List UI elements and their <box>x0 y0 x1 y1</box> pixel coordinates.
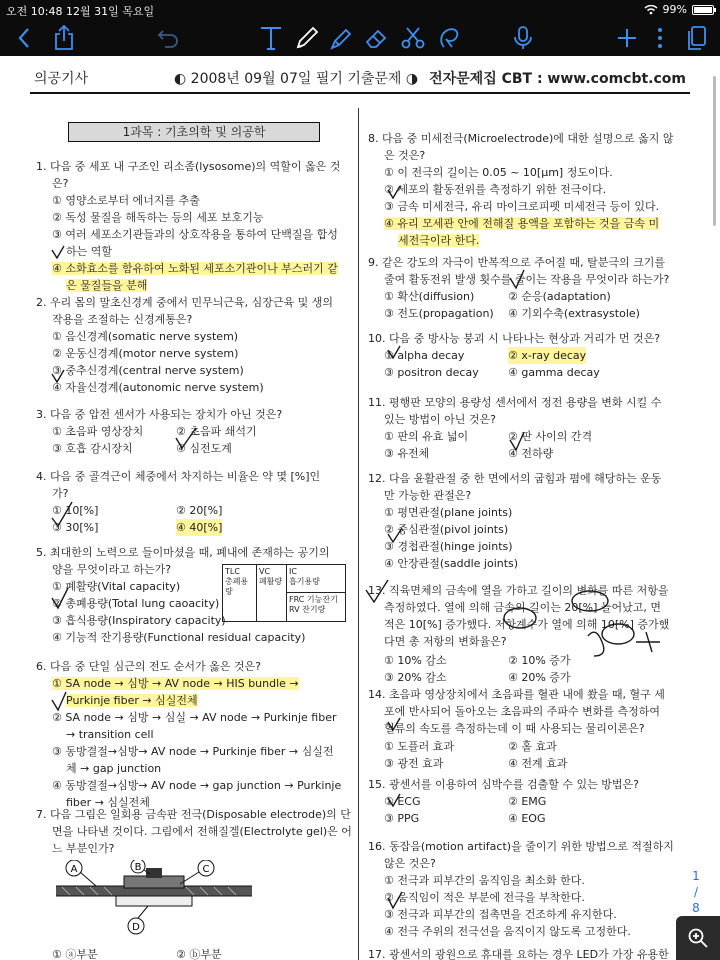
q4-option-4[interactable]: ④ 40[%] <box>176 521 223 534</box>
share-icon <box>53 25 75 51</box>
q7-stem-cont: 면을 나타낸 것이다. 그림에서 전해질겔(Electrolyte gel)은 어 <box>52 825 352 838</box>
question-14 <box>368 686 688 776</box>
question-12 <box>368 470 661 572</box>
status-time <box>6 3 154 19</box>
q13-option-2[interactable]: ② 10% 증가 <box>508 654 571 667</box>
eraser-button[interactable] <box>362 22 392 54</box>
q14-stem-cont-2: 혈류의 속도를 측정하는데 이 때 사용되는 물리이론은? <box>384 722 645 735</box>
q12-option-4[interactable]: ④ 안장관절(saddle joints) <box>384 557 519 570</box>
question-2 <box>36 294 333 396</box>
note-ic-kr: 흡기용량 <box>289 577 320 586</box>
question-16 <box>368 838 674 940</box>
pen-tool-button[interactable] <box>292 22 322 54</box>
q5-option-3[interactable]: ③ 흡식용량(Inspiratory capacity) <box>52 614 226 627</box>
status-right <box>644 3 714 16</box>
question-4 <box>36 468 354 548</box>
pages-button[interactable] <box>682 22 712 54</box>
back-button[interactable] <box>10 22 38 54</box>
q5-option-2[interactable]: ② 총폐용량(Total lung caoacity) <box>52 597 220 610</box>
question-10 <box>368 330 688 386</box>
q1-option-2[interactable]: ② 독성 물질을 해독하는 등의 세포 보호기능 <box>52 211 264 224</box>
q13-option-3[interactable]: ③ 20% 감소 <box>384 671 447 684</box>
q10-option-2[interactable]: ② x-ray decay <box>508 349 587 362</box>
q7-option-1[interactable]: ① ⓐ부분 <box>52 948 98 960</box>
note-frc: FRC <box>289 595 305 604</box>
q13-option-4[interactable]: ④ 20% 증가 <box>508 671 571 684</box>
text-tool-button[interactable] <box>256 22 286 54</box>
q6-option-1[interactable]: ① SA node → 심방 → AV node → HIS bundle → <box>52 677 299 690</box>
q14-stem: 14. 초음파 영상장치에서 초음파를 혈관 내에 쐈을 때, 혈구 세 <box>368 688 665 701</box>
scissors-icon <box>400 25 426 51</box>
q5-option-4[interactable]: ④ 기능적 잔기용량(Functional residual capacity) <box>52 631 306 644</box>
undo-icon <box>157 28 179 48</box>
page-total: 8 <box>692 901 700 915</box>
note-cell-vc <box>257 565 287 621</box>
share-button[interactable] <box>48 22 80 54</box>
question-15 <box>368 776 688 832</box>
question-1 <box>36 158 340 294</box>
q1-option-3-cont: 하는 역할 <box>66 245 113 258</box>
pen-tool-icon <box>294 25 320 51</box>
note-vc-kr: 폐활량 <box>259 577 283 586</box>
microphone-icon <box>513 25 533 51</box>
q8-option-4[interactable]: ④ 유리 모세관 안에 전해질 용액을 포함하는 것을 금속 미 <box>384 217 660 230</box>
q7-stem: 7. 다음 그림은 일회용 금속판 전극(Disposable electrode)의 단 <box>36 808 351 821</box>
q2-option-3[interactable]: ③ 중추신경계(central nerve system) <box>52 364 244 377</box>
question-8 <box>368 130 674 249</box>
status-date-text: 12월 31일 목요일 <box>65 5 155 18</box>
q2-option-1[interactable]: ① 음신경계(somatic nerve system) <box>52 330 239 343</box>
header-subject: 의공기사 <box>34 71 89 87</box>
document-header <box>34 68 686 90</box>
q11-option-3[interactable]: ③ 유전체 <box>384 447 430 460</box>
q14-stem-cont: 포에 반사되어 돌아오는 초음파의 주파수 변화를 측정하여 <box>384 705 661 718</box>
q8-stem-cont: 은 것은? <box>384 149 426 162</box>
q4-option-1[interactable]: ① 10[%] <box>52 504 99 517</box>
q2-option-4[interactable]: ④ 자율신경계(autonomic nerve system) <box>52 381 264 394</box>
q1-stem: 1. 다음 중 세포 내 구조인 리소좀(lysosome)의 역할이 옳은 것 <box>36 160 341 173</box>
q15-option-1[interactable]: ① ECG <box>384 795 421 808</box>
q12-stem: 12. 다음 윤활관절 중 한 면에서의 굽힘과 폄에 해당하는 운동 <box>368 472 662 485</box>
q15-option-2[interactable]: ② EMG <box>508 795 547 808</box>
q6-option-1-cont: Purkinje fiber → 심실전체 <box>66 694 198 707</box>
note-cell-frc <box>287 593 345 621</box>
q3-option-2[interactable]: ② 초음파 쇄석기 <box>176 425 257 438</box>
q5-option-1[interactable]: ① 폐활량(Vital capacity) <box>52 580 181 593</box>
q9-option-2[interactable]: ② 순응(adaptation) <box>508 290 611 303</box>
add-button[interactable] <box>612 22 642 54</box>
q4-option-3[interactable]: ③ 30[%] <box>52 521 99 534</box>
q7-option-2[interactable]: ② ⓑ부분 <box>176 948 222 960</box>
header-rule <box>30 92 690 94</box>
note-tlc: TLC <box>225 567 240 576</box>
q15-stem: 15. 광센서를 이용하여 심박수를 검출할 수 있는 방법은? <box>368 778 639 791</box>
q10-stem: 10. 다음 중 방사능 붕괴 시 나타나는 현상과 거리가 먼 것은? <box>368 332 661 345</box>
q10-option-3[interactable]: ③ positron decay <box>384 366 479 379</box>
q3-option-4[interactable]: ④ 심전도계 <box>176 442 232 455</box>
question-6 <box>36 658 341 811</box>
q8-option-4-cont: 세전극이라 한다. <box>398 234 480 247</box>
page-separator: / <box>693 885 699 899</box>
q14-option-3[interactable]: ③ 광전 효과 <box>384 757 444 770</box>
electrode-figure <box>56 860 256 940</box>
note-rv: RV <box>289 605 300 614</box>
wifi-icon <box>644 5 658 15</box>
q8-option-2[interactable]: ② 세포의 활동전위를 측정하기 위한 전극이다. <box>384 183 607 196</box>
question-13 <box>368 582 688 692</box>
q2-stem-cont: 작용을 조절하는 신경계통은? <box>52 313 193 326</box>
q10-option-1[interactable]: ① alpha decay <box>384 349 465 362</box>
header-exam-date: ◐ 2008년 09월 07일 필기 기출문제 ◑ <box>174 71 419 87</box>
note-ic: IC <box>289 567 297 576</box>
q2-stem: 2. 우리 몸의 말초신경계 중에서 민무늬근육, 심장근육 및 생의 <box>36 296 333 309</box>
pages-icon <box>686 25 708 51</box>
q8-stem: 8. 다음 중 미세전극(Microelectrode)에 대한 설명으로 옳지 않 <box>368 132 674 145</box>
microphone-button[interactable] <box>508 22 538 54</box>
note-frc-kr: 기능잔기 <box>306 595 338 604</box>
q7-stem-cont-2: 느 부분인가? <box>52 842 115 855</box>
q12-option-1[interactable]: ① 평면관절(plane joints) <box>384 506 513 519</box>
q16-option-2[interactable]: ② 움직임이 적은 부분에 전극을 부착한다. <box>384 891 585 904</box>
note-rv-kr: 잔기량 <box>302 605 326 614</box>
q13-stem-cont-2: 적은 10[%] 증가했다. 저항계수가 열에 의해 10[%] 증가했 <box>384 618 670 631</box>
question-3 <box>36 406 354 466</box>
add-icon <box>616 27 638 49</box>
question-9 <box>368 254 688 326</box>
q13-stem: 13. 직육면체의 금속에 열을 가하고 길이의 변화를 따른 저항을 <box>368 584 669 597</box>
eraser-icon <box>364 25 390 51</box>
q3-option-1[interactable]: ① 초음파 영상장치 <box>52 425 144 438</box>
q6-option-3[interactable]: ③ 동방결절→심방→ AV node → Purkinje fiber → 심실전 <box>52 745 334 758</box>
q13-stem-cont: 측정하였다. 열에 의해 금속의 길이는 20[%] 늘어났고, 면 <box>384 601 662 614</box>
note-vc: VC <box>259 567 271 576</box>
q14-option-1[interactable]: ① 도플러 효과 <box>384 740 454 753</box>
page-indicator <box>686 868 706 916</box>
q10-option-4[interactable]: ④ gamma decay <box>508 366 600 379</box>
q9-stem: 9. 같은 강도의 자극이 반복적으로 주어질 때, 탈분극의 크기를 <box>368 256 665 269</box>
zoom-icon <box>687 927 709 949</box>
q14-option-2[interactable]: ② 홀 효과 <box>508 740 557 753</box>
column-divider <box>358 108 359 960</box>
q6-option-4[interactable]: ④ 동방결절→심방→ AV node → gap junction → Purkinje <box>52 779 342 792</box>
zoom-button[interactable] <box>676 916 720 960</box>
question-11 <box>368 394 688 466</box>
q6-option-2-cont: → transition cell <box>66 728 154 741</box>
more-button[interactable] <box>650 22 670 54</box>
q1-stem-cont: 은? <box>52 177 69 190</box>
handwritten-note-table <box>222 564 346 622</box>
section-title: 1과목 : 기초의학 및 의공학 <box>68 122 320 142</box>
q6-stem: 6. 다음 중 단일 심근의 전도 순서가 옳은 것은? <box>36 660 261 673</box>
q3-stem: 3. 다음 중 압전 센서가 사용되는 장치가 아닌 것은? <box>36 408 283 421</box>
highlighter-button[interactable] <box>326 22 356 54</box>
q9-stem-cont: 줄여 활동전위 발생 횟수를 줄이는 작용을 무엇이라 하는가? <box>384 273 670 286</box>
app-toolbar <box>0 0 720 56</box>
q12-stem-cont: 만 가능한 관절은? <box>384 489 472 502</box>
q11-stem: 11. 평행판 모양의 용량성 센서에서 정전 용량을 변화 시킬 수 <box>368 396 662 409</box>
q14-option-4[interactable]: ④ 전계 효과 <box>508 757 568 770</box>
q6-option-4-cont: fiber → 심실전체 <box>66 796 150 809</box>
q11-stem-cont: 있는 방법이 아닌 것은? <box>384 413 496 426</box>
q4-option-2[interactable]: ② 20[%] <box>176 504 223 517</box>
q16-stem-cont: 않은 것은? <box>384 857 436 870</box>
note-tlc-kr: 총폐용량 <box>225 577 249 596</box>
document-page[interactable] <box>0 56 720 960</box>
more-icon <box>657 27 663 49</box>
q6-option-2[interactable]: ② SA node → 심방 → 심실 → AV node → Purkinje fiber <box>52 711 337 724</box>
q5-stem-cont: 양을 무엇이라고 하는가? <box>52 563 172 576</box>
q16-option-1[interactable]: ① 전극과 피부간의 움직임을 최소화 한다. <box>384 874 585 887</box>
q9-option-4[interactable]: ④ 기외수축(extrasystole) <box>508 307 640 320</box>
q5-stem: 5. 최대한의 노력으로 들이마셨을 때, 폐내에 존재하는 공기의 <box>36 546 330 559</box>
scrollbar[interactable] <box>713 76 716 226</box>
q17-stem: 17. 광센서의 광원으로 휴대를 요하는 경우 LED가 가장 유용한 <box>368 948 669 960</box>
note-cell-tlc <box>223 565 257 621</box>
header-source: 전자문제집 CBT : www.comcbt.com <box>429 71 686 87</box>
q9-option-3[interactable]: ③ 전도(propagation) <box>384 307 494 320</box>
q1-option-1[interactable]: ① 영양소로부터 에너지를 추출 <box>52 194 200 207</box>
lasso-icon <box>436 25 462 51</box>
note-cell-ic <box>287 565 345 593</box>
status-bar <box>0 0 720 20</box>
q6-option-3-cont: 체 → gap junction <box>66 762 162 775</box>
question-7 <box>36 806 354 960</box>
status-time-text: 오전 10:48 <box>6 5 63 18</box>
q13-stem-cont-3: 다면 총 저항의 변화율은? <box>384 635 507 648</box>
question-17 <box>368 946 669 960</box>
q2-option-2[interactable]: ② 운동신경계(motor nerve system) <box>52 347 239 360</box>
scissors-button[interactable] <box>398 22 428 54</box>
q16-option-3[interactable]: ③ 전극과 피부간의 접촉면을 건조하게 유지한다. <box>384 908 617 921</box>
fig-label-d: D <box>132 922 140 933</box>
battery-icon <box>692 5 714 15</box>
q8-option-1[interactable]: ① 이 전극의 길이는 0.05 ~ 10[μm] 정도이다. <box>384 166 613 179</box>
page-current: 1 <box>692 869 700 883</box>
fig-label-a: A <box>70 864 78 875</box>
q11-option-4[interactable]: ④ 전하량 <box>508 447 554 460</box>
q4-stem-cont: 가? <box>52 487 69 500</box>
q11-option-2[interactable]: ② 판 사이의 간격 <box>508 430 593 443</box>
q1-option-3[interactable]: ③ 여러 세포소기관들과의 상호작용을 통하여 단백질을 합성 <box>52 228 338 241</box>
q13-option-1[interactable]: ① 10% 감소 <box>384 654 447 667</box>
undo-button[interactable] <box>152 22 184 54</box>
q16-stem: 16. 동잡음(motion artifact)을 줄이기 위한 방법으로 적절하지 <box>368 840 674 853</box>
fig-label-b: B <box>134 862 142 873</box>
q12-option-3[interactable]: ③ 경첩관절(hinge joints) <box>384 540 513 553</box>
back-icon <box>17 27 31 49</box>
text-tool-icon <box>259 25 283 51</box>
q15-option-3[interactable]: ③ PPG <box>384 812 420 825</box>
battery-percent: 99% <box>662 3 687 16</box>
q9-option-1[interactable]: ① 확산(diffusion) <box>384 290 475 303</box>
q12-option-2[interactable]: ② 중심관절(pivol joints) <box>384 523 509 536</box>
q1-option-4-cont: 은 물질들을 분해 <box>66 279 148 292</box>
q8-option-3[interactable]: ③ 금속 미세전극, 유리 마이크로피펫 미세전극 등이 있다. <box>384 200 660 213</box>
fig-label-c: C <box>202 864 210 875</box>
q3-option-3[interactable]: ③ 호흡 감시장치 <box>52 442 133 455</box>
q11-option-1[interactable]: ① 판의 유효 넓이 <box>384 430 469 443</box>
highlighter-icon <box>328 25 354 51</box>
q1-option-4[interactable]: ④ 소화효소를 함유하여 노화된 세포소기관이나 부스러기 같 <box>52 262 338 275</box>
q16-option-4[interactable]: ④ 전극 주위의 전극선을 움직이지 않도록 고정한다. <box>384 925 631 938</box>
q15-option-4[interactable]: ④ EOG <box>508 812 546 825</box>
q4-stem: 4. 다음 중 골격근이 체중에서 차지하는 비율은 약 몇 [%]인 <box>36 470 321 483</box>
lasso-button[interactable] <box>434 22 464 54</box>
